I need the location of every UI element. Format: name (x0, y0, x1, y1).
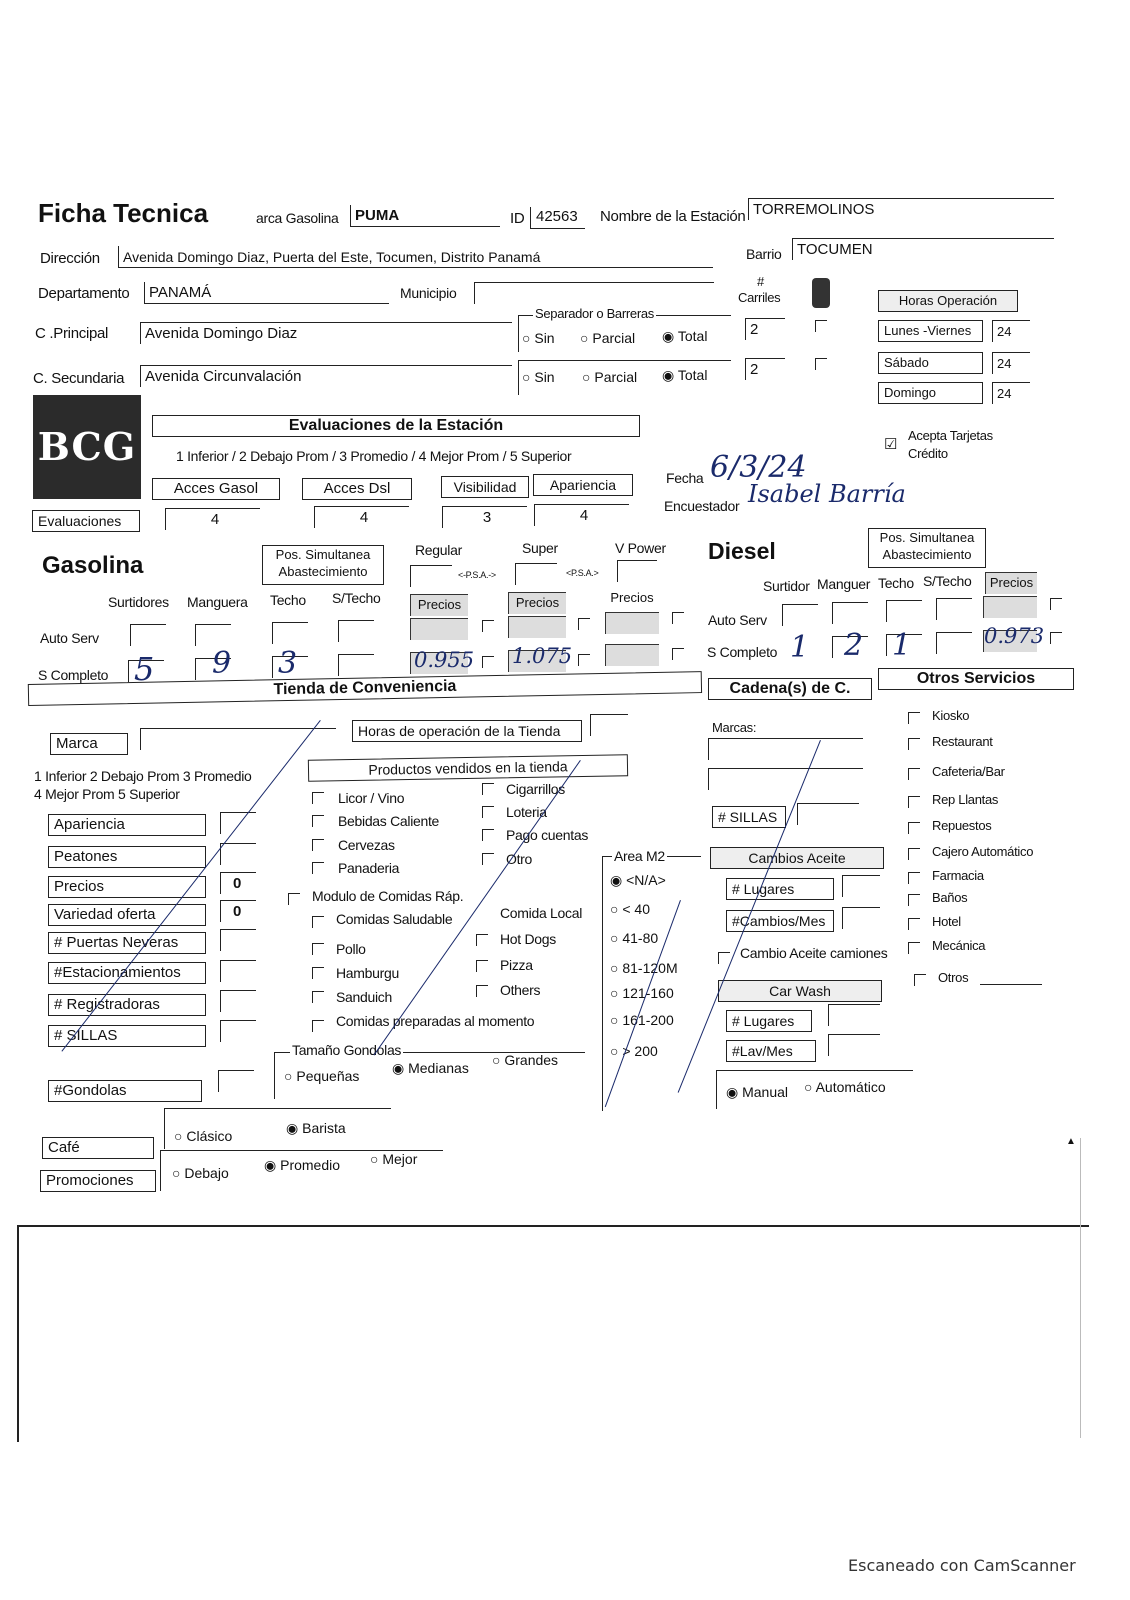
mecanica-checkbox[interactable] (908, 942, 920, 954)
rep-llantas-label: Rep Llantas (932, 792, 999, 807)
encuestador-label: Encuestador (664, 498, 740, 514)
camiones-label: Cambio Aceite camiones (740, 945, 888, 961)
cafeteria-label: Cafeteria/Bar (932, 764, 1005, 779)
cambios-mes-field[interactable] (842, 907, 880, 929)
area-opt-81-120[interactable]: ○ 81-120M (610, 960, 678, 976)
estacionamientos-label: #Estacionamientos (48, 962, 206, 984)
nombre-estacion-field[interactable]: TORREMOLINOS (748, 198, 1054, 220)
gas-sc-check-super[interactable] (578, 654, 590, 666)
pizza-checkbox[interactable] (476, 960, 488, 972)
diesel-as-surtidor[interactable] (782, 604, 818, 626)
marcas-field-1[interactable] (708, 738, 863, 760)
municipio-label: Municipio (400, 285, 457, 301)
precio-vpower-header: Precios (605, 588, 659, 610)
area-label: Area M2 (614, 848, 665, 864)
cambios-aceite-title: Cambios Aceite (710, 847, 884, 869)
automatico-radio[interactable]: ○ Automático (804, 1079, 886, 1095)
debajo-radio[interactable]: ○ Debajo (172, 1165, 229, 1181)
domingo-field[interactable]: 24 (992, 382, 1030, 404)
visibilidad-value[interactable]: 3 (442, 506, 527, 528)
departamento-label: Departamento (38, 285, 130, 302)
cajero-label: Cajero Automático (932, 844, 1034, 859)
barrio-field[interactable]: TOCUMEN (792, 238, 1054, 260)
tienda-scale-2: 4 Mejor Prom 5 Superior (34, 786, 180, 802)
kiosko-label: Kiosko (932, 708, 970, 723)
total-radio-principal[interactable]: ◉ Total (662, 328, 708, 344)
stecho-label: S/Techo (332, 590, 381, 606)
hotdogs-checkbox[interactable] (476, 934, 488, 946)
lunes-viernes-label: Lunes -Viernes (878, 320, 983, 342)
gas-sc-stecho[interactable] (338, 654, 374, 676)
gas-sc-precio-vpower[interactable] (605, 644, 659, 666)
otros-field[interactable] (980, 984, 1042, 985)
promedio-radio[interactable]: ◉ Promedio (264, 1157, 341, 1173)
precio-regular-header: Precios (410, 594, 468, 616)
cajero-checkbox[interactable] (908, 848, 920, 860)
area-opt-121-160[interactable]: ○ 121-160 (610, 985, 674, 1001)
gas-sc-precio-super[interactable]: 1.075 (512, 644, 573, 668)
diesel-techo-label: Techo (878, 575, 914, 591)
gas-as-check-regular[interactable] (482, 620, 494, 632)
sin-radio-principal[interactable]: ○ Sin (522, 330, 555, 346)
hamburgu-checkbox[interactable] (312, 967, 324, 979)
lugares-label: # Lugares (726, 878, 834, 900)
gasolina-pos-simultanea: Pos. Simultanea Abastecimiento (262, 545, 384, 585)
carriles-label: Carriles (738, 290, 781, 305)
municipio-field[interactable] (474, 282, 714, 304)
cervezas-checkbox[interactable] (312, 839, 324, 851)
acces-gasol-label: Acces Gasol (152, 478, 280, 500)
neveras-field[interactable] (220, 929, 256, 951)
grandes-radio[interactable]: ○ Grandes (492, 1052, 559, 1068)
gasolina-title: Gasolina (42, 552, 144, 579)
modulo-label: Modulo de Comidas Ráp. (312, 888, 464, 904)
repuestos-label: Repuestos (932, 818, 992, 833)
gondolas-label: #Gondolas (48, 1080, 202, 1102)
marcas-field-2[interactable] (708, 768, 863, 790)
bebidas-label: Bebidas Caliente (338, 813, 440, 829)
diesel-stecho-label: S/Techo (923, 573, 972, 589)
lav-mes-field[interactable] (828, 1034, 880, 1056)
banos-checkbox[interactable] (908, 894, 920, 906)
gas-sc-manguera[interactable]: 9 (212, 646, 232, 681)
bcg-logo: BCG (33, 395, 141, 499)
fecha-value[interactable]: 6/3/24 (710, 450, 807, 485)
gas-as-check-vpower[interactable] (672, 612, 684, 624)
carwash-title: Car Wash (718, 980, 882, 1002)
precio-super-header: Precios (508, 592, 566, 614)
diesel-s-completo-label: S Completo (707, 644, 778, 660)
variedad-label: Variedad oferta (48, 904, 206, 926)
barista-radio[interactable]: ◉ Barista (286, 1120, 346, 1136)
acces-gasol-value[interactable]: 4 (165, 508, 260, 530)
acepta-tarjetas-label: Acepta Tarjetas (908, 428, 993, 443)
loteria-label: Loteria (506, 804, 547, 820)
calle-secundaria-field[interactable]: Avenida Circunvalación (140, 365, 512, 387)
variedad-field[interactable]: 0 (220, 900, 256, 922)
total-radio-secundaria[interactable]: ◉ Total (662, 367, 708, 383)
pos-regular-box[interactable] (410, 565, 452, 587)
pago-label: Pago cuentas (506, 827, 589, 843)
diesel-as-techo[interactable] (886, 600, 922, 622)
cervezas-label: Cervezas (338, 837, 395, 853)
banos-label: Baños (932, 890, 968, 905)
marca-label: arca Gasolina (256, 210, 339, 226)
modulo-checkbox[interactable] (288, 893, 300, 905)
id-field[interactable]: 42563 (530, 207, 585, 229)
evaluaciones-title: Evaluaciones de la Estación (152, 415, 640, 437)
pizza-label: Pizza (500, 957, 533, 973)
diesel-title: Diesel (708, 538, 776, 564)
tienda-title: Tienda de Conveniencia (28, 671, 702, 706)
traffic-light-icon (812, 278, 830, 308)
others-checkbox[interactable] (476, 985, 488, 997)
carwash-lugares-label: # Lugares (726, 1010, 812, 1032)
techo-label: Techo (270, 592, 306, 608)
regular-label: Regular (415, 542, 462, 558)
diesel-sc-techo[interactable]: 1 (892, 628, 912, 663)
gas-as-precio-super[interactable] (508, 616, 566, 638)
tamano-label: Tamaño Gondolas (292, 1042, 402, 1058)
cafe-label: Café (42, 1137, 154, 1159)
scroll-up-icon[interactable]: ▲ (1066, 1136, 1076, 1147)
notes-area[interactable] (17, 1225, 1089, 1442)
sanduich-label: Sanduich (336, 989, 392, 1005)
productos-title: Productos vendidos en la tienda (308, 754, 628, 782)
cadena-sillas-field[interactable] (797, 803, 859, 825)
tienda-scale-1: 1 Inferior 2 Debajo Prom 3 Promedio (34, 768, 252, 784)
calle-secundaria-label: C. Secundaria (33, 370, 125, 387)
vpower-label: V Power (615, 540, 666, 556)
cigarrillos-label: Cigarrillos (506, 781, 565, 797)
otros-label: Otros (938, 970, 969, 985)
encuestador-value[interactable]: Isabel Barría (748, 480, 906, 508)
tienda-horas-field[interactable] (590, 714, 628, 736)
acepta-tarjetas-checkbox[interactable]: ☑ (884, 436, 898, 453)
diesel-precios-header: Precios (985, 572, 1037, 594)
marca-field[interactable]: PUMA (350, 205, 500, 227)
gas-as-precio-vpower[interactable] (605, 612, 659, 634)
gas-as-check-super[interactable] (578, 618, 590, 630)
estacionamientos-field[interactable] (220, 960, 256, 982)
area-opt-40[interactable]: ○ < 40 (610, 901, 650, 917)
diesel-manguer-label: Manguer (817, 576, 871, 592)
apariencia-eval-value[interactable]: 4 (534, 504, 629, 526)
diesel-surtidor-label: Surtidor (763, 578, 810, 594)
area-opt-na[interactable]: ◉ <N/A> (610, 872, 666, 888)
peatones-label: Peatones (48, 846, 206, 868)
diesel-sc-precio[interactable]: 0.973 (984, 624, 1045, 648)
preparadas-label: Comidas preparadas al momento (336, 1013, 535, 1029)
diesel-sc-check[interactable] (1050, 632, 1062, 644)
parcial-radio-principal[interactable]: ○ Parcial (580, 330, 636, 346)
area-opt-41-80[interactable]: ○ 41-80 (610, 930, 659, 946)
diesel-as-precio[interactable] (983, 596, 1037, 618)
diesel-sc-manguer[interactable]: 2 (844, 628, 864, 663)
tienda-horas-label: Horas de operación de la Tienda (352, 720, 582, 742)
area-opt-200[interactable]: ○ > 200 (610, 1043, 658, 1059)
barrio-label: Barrio (746, 246, 782, 262)
camiones-checkbox[interactable] (718, 952, 730, 964)
apariencia-label: Apariencia (48, 814, 206, 836)
carriles-hash: # (757, 274, 764, 289)
diesel-sc-surtidor[interactable]: 1 (790, 630, 810, 665)
parcial-radio-secundaria[interactable]: ○ Parcial (582, 369, 638, 385)
hotel-checkbox[interactable] (908, 918, 920, 930)
gas-as-manguera[interactable] (195, 624, 231, 646)
carriles-check-principal[interactable] (815, 320, 827, 332)
carriles-principal-field[interactable]: 2 (745, 318, 785, 340)
pollo-label: Pollo (336, 941, 366, 957)
medianas-radio[interactable]: ◉ Medianas (392, 1060, 469, 1076)
hotdogs-label: Hot Dogs (500, 931, 556, 947)
direccion-field[interactable]: Avenida Domingo Diaz, Puerta del Este, Tocumen, Distrito Panamá (118, 246, 713, 268)
gas-auto-serv-label: Auto Serv (40, 630, 99, 646)
pequenas-radio[interactable]: ○ Pequeñas (284, 1068, 360, 1084)
direccion-label: Dirección (40, 250, 100, 267)
saludable-checkbox[interactable] (312, 916, 324, 928)
psa-label-1: <-P.S.A.-> (458, 570, 496, 580)
hotel-label: Hotel (932, 914, 961, 929)
otro-checkbox[interactable] (482, 853, 494, 865)
restaurant-checkbox[interactable] (908, 738, 920, 750)
promociones-label: Promociones (40, 1170, 156, 1192)
surtidores-label: Surtidores (108, 594, 169, 610)
cafeteria-checkbox[interactable] (908, 768, 920, 780)
pos-super-box[interactable] (515, 563, 557, 585)
sillas-label: # SILLAS (48, 1025, 206, 1047)
preparadas-checkbox[interactable] (312, 1020, 324, 1032)
repuestos-checkbox[interactable] (908, 822, 920, 834)
neveras-label: # Puertas Neveras (48, 932, 206, 954)
gas-as-techo[interactable] (272, 622, 308, 644)
calle-principal-field[interactable]: Avenida Domingo Diaz (140, 322, 512, 344)
visibilidad-label: Visibilidad (441, 476, 529, 498)
fecha-label: Fecha (666, 470, 704, 486)
pollo-checkbox[interactable] (312, 943, 324, 955)
evaluaciones-label: Evaluaciones (32, 510, 140, 532)
bebidas-checkbox[interactable] (312, 815, 324, 827)
form-title: Ficha Tecnica (38, 198, 209, 228)
id-label: ID (510, 210, 525, 227)
cambios-mes-label: #Cambios/Mes (726, 910, 834, 932)
mecanica-label: Mecánica (932, 938, 986, 953)
panaderia-checkbox[interactable] (312, 862, 324, 874)
horas-operacion-title: Horas Operación (878, 290, 1018, 312)
diesel-auto-serv-label: Auto Serv (708, 612, 767, 628)
licor-checkbox[interactable] (312, 792, 324, 804)
gondolas-field[interactable] (218, 1070, 254, 1092)
cadena-sillas-label: # SILLAS (712, 806, 786, 828)
gas-sc-check-vpower[interactable] (672, 648, 684, 660)
nombre-estacion-label: Nombre de la Estación (600, 208, 746, 225)
tienda-marca-label: Marca (50, 733, 128, 755)
carriles-secundaria-field[interactable]: 2 (745, 358, 785, 380)
apariencia-eval-label: Apariencia (533, 474, 633, 496)
manguera-label: Manguera (187, 594, 248, 610)
registradoras-field[interactable] (220, 990, 256, 1012)
registradoras-label: # Registradoras (48, 994, 206, 1016)
evaluaciones-scale: 1 Inferior / 2 Debajo Prom / 3 Promedio / 4 Mejor Prom / 5 Superior (176, 448, 572, 464)
gas-as-surtidores[interactable] (130, 624, 166, 646)
gas-sc-techo[interactable]: 3 (278, 646, 298, 681)
diesel-pos-simultanea: Pos. Simultanea Abastecimiento (868, 528, 986, 568)
gas-as-stecho[interactable] (338, 620, 374, 642)
cigarrillos-checkbox[interactable] (482, 783, 494, 795)
area-opt-161-200[interactable]: ○ 161-200 (610, 1012, 674, 1028)
restaurant-label: Restaurant (932, 734, 993, 749)
pos-vpower-box[interactable] (617, 560, 657, 582)
scrollbar[interactable] (1080, 1138, 1081, 1438)
farmacia-label: Farmacia (932, 868, 984, 883)
diesel-sc-stecho[interactable] (936, 632, 972, 654)
credito-label: Crédito (908, 446, 948, 461)
peatones-field[interactable] (220, 843, 256, 865)
tienda-marca-field[interactable] (140, 728, 336, 750)
sabado-field[interactable]: 24 (992, 352, 1030, 374)
gas-sc-surtidores[interactable]: 5 (134, 650, 155, 688)
calle-principal-label: C .Principal (35, 325, 109, 342)
departamento-field[interactable]: PANAMÁ (144, 282, 389, 304)
sin-radio-secundaria[interactable]: ○ Sin (522, 369, 555, 385)
separador-label: Separador o Barreras (535, 306, 655, 321)
lunes-viernes-field[interactable]: 24 (992, 320, 1030, 342)
otros-servicios-title: Otros Servicios (878, 668, 1074, 690)
carriles-check-secundaria[interactable] (815, 358, 827, 370)
gas-s-completo-label: S Completo (38, 667, 109, 683)
kiosko-checkbox[interactable] (908, 712, 920, 724)
comida-local-label: Comida Local (500, 905, 582, 921)
farmacia-checkbox[interactable] (908, 872, 920, 884)
camscanner-footer: Escaneado con CamScanner (848, 1556, 1076, 1575)
sanduich-checkbox[interactable] (312, 991, 324, 1003)
psa-label-2: <P.S.A.> (566, 568, 599, 578)
gas-sc-check-regular[interactable] (482, 656, 494, 668)
acces-dsl-value[interactable]: 4 (314, 506, 409, 528)
clasico-radio[interactable]: ○ Clásico (174, 1128, 233, 1144)
hamburgu-label: Hamburgu (336, 965, 399, 981)
otros-checkbox[interactable] (914, 974, 926, 986)
marcas-label: Marcas: (712, 720, 757, 735)
mejor-radio[interactable]: ○ Mejor (370, 1151, 418, 1167)
diesel-as-check[interactable] (1050, 598, 1062, 610)
diesel-as-manguer[interactable] (832, 602, 868, 624)
domingo-label: Domingo (878, 382, 983, 404)
gas-sc-precio-regular[interactable]: 0.955 (414, 648, 475, 672)
loteria-checkbox[interactable] (482, 806, 494, 818)
acces-dsl-label: Acces Dsl (302, 478, 412, 500)
others-label: Others (500, 982, 541, 998)
licor-label: Licor / Vino (338, 790, 405, 806)
lugares-field[interactable] (842, 875, 880, 897)
precios-label: Precios (48, 876, 206, 898)
cadena-title: Cadena(s) de C. (708, 678, 872, 700)
precios-field[interactable]: 0 (220, 872, 256, 894)
super-label: Super (522, 540, 558, 556)
manual-radio[interactable]: ◉ Manual (726, 1084, 789, 1100)
otro-label: Otro (506, 851, 533, 867)
pago-checkbox[interactable] (482, 829, 494, 841)
carwash-lugares-field[interactable] (828, 1004, 880, 1026)
diesel-as-stecho[interactable] (936, 598, 972, 620)
sabado-label: Sábado (878, 352, 983, 374)
lav-mes-label: #Lav/Mes (726, 1040, 816, 1062)
sillas-field[interactable] (220, 1020, 256, 1042)
rep-llantas-checkbox[interactable] (908, 796, 920, 808)
panaderia-label: Panaderia (338, 860, 400, 876)
saludable-label: Comidas Saludable (336, 911, 453, 927)
gas-as-precio-regular[interactable] (410, 618, 468, 640)
